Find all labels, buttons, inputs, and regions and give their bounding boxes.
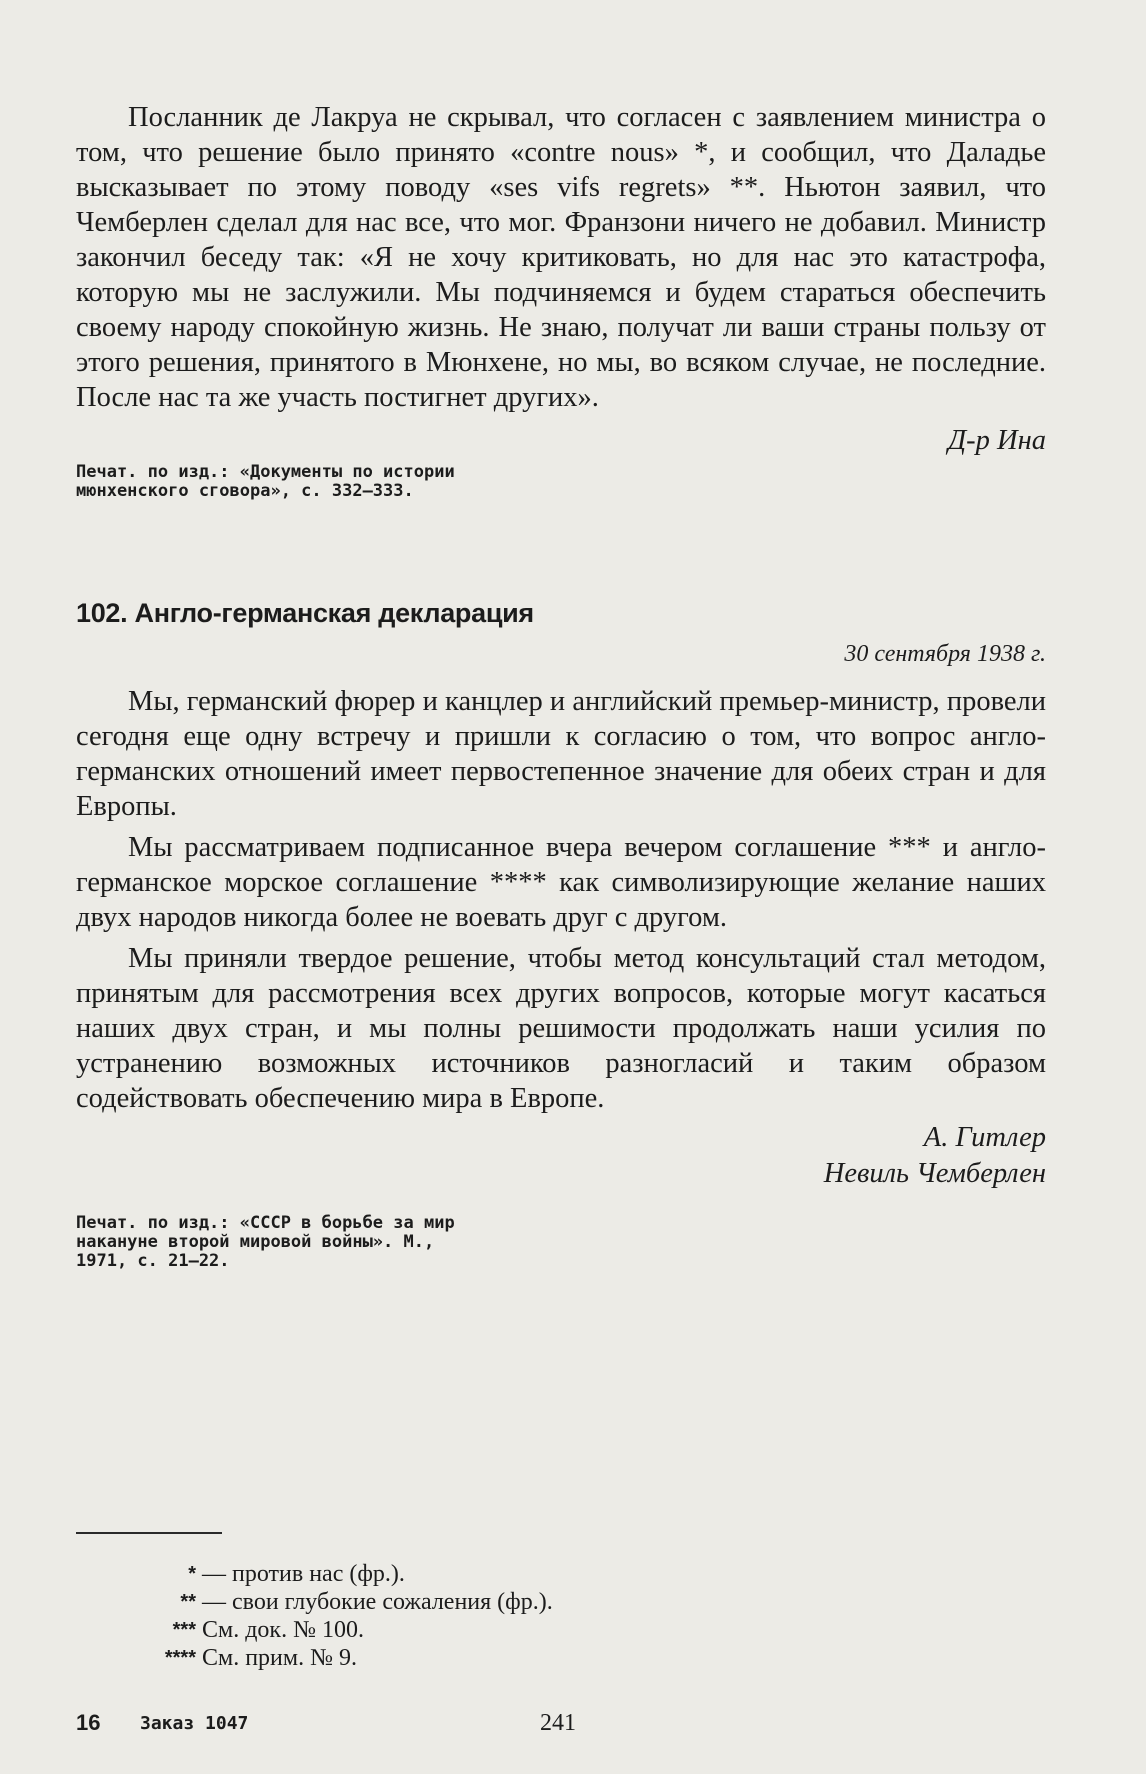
order-number: Заказ 1047 bbox=[140, 1713, 249, 1734]
page-footer bbox=[76, 1710, 1056, 1740]
footnote-divider bbox=[76, 1532, 222, 1534]
signature-chamberlain: Невиль Чемберлен bbox=[823, 1158, 1046, 1189]
body-paragraph: Мы, германский фюрер и канцлер и английский премьер-министр, провели сегодня еще одну встречу и пришли к согласию о том, что вопрос англо-германских отношений имеет первостепенное значение для обеих стран и для Европы. bbox=[76, 686, 1046, 822]
footnotes bbox=[76, 1560, 576, 1672]
page-number: 241 bbox=[540, 1710, 576, 1736]
source-line: накануне второй мировой войны». М., bbox=[76, 1232, 435, 1252]
declaration-section bbox=[76, 598, 1046, 1271]
footnote-text: — против нас (фр.). bbox=[202, 1561, 405, 1587]
source-line: мюнхенского сговора», с. 332—333. bbox=[76, 481, 414, 501]
footnote-mark: *** bbox=[172, 1619, 196, 1641]
footnote-mark: **** bbox=[164, 1647, 196, 1669]
footnote-mark: * bbox=[188, 1563, 196, 1585]
footnote-mark: ** bbox=[180, 1591, 196, 1613]
footnote bbox=[76, 1560, 576, 1588]
source-line: 1971, с. 21—22. bbox=[76, 1251, 230, 1271]
document-date: 30 сентября 1938 г. bbox=[844, 641, 1046, 667]
signature-ina: Д-р Ина bbox=[948, 425, 1046, 456]
source-line: Печат. по изд.: «СССР в борьбе за мир bbox=[76, 1213, 455, 1233]
footnote bbox=[76, 1644, 576, 1672]
body-paragraph: Мы приняли твердое решение, чтобы метод консультаций стал методом, принятым для рассмотрения всех других вопросов, которые могут касаться наших двух стран, и мы полны решимости продолжать наши усилия по устранению возможных источников разногласий и таким образом содействовать обеспечению мира в Европе. bbox=[76, 943, 1046, 1114]
footnote-text: См. прим. № 9. bbox=[202, 1645, 357, 1671]
body-paragraph: Посланник де Лакруа не скрывал, что согласен с заявлением министра о том, что решение было принято «contre nous» *, и сообщил, что Даладье высказывает по этому поводу «ses vifs regrets» **. Ньютон заявил, что Чемберлен сделал для нас все, что мог. Франзони ничего не добавил. Министр закончил беседу так: «Я не хочу критиковать, но для нас это катастрофа, которую мы не заслужили. Мы подчиняемся и будем стараться обеспечить своему народу спокойную жизнь. Не знаю, получат ли ваши страны пользу от этого решения, принятого в Мюнхене, но мы, во всяком случае, не последние. После нас та же участь постигнет других». bbox=[76, 102, 1046, 413]
signature-hitler: А. Гитлер bbox=[923, 1122, 1046, 1153]
footnote-text: См. док. № 100. bbox=[202, 1617, 364, 1643]
document-heading: 102. Англо-германская декларация bbox=[76, 598, 534, 628]
source-line: Печат. по изд.: «Документы по истории bbox=[76, 462, 455, 482]
footnote bbox=[76, 1616, 576, 1644]
footnote bbox=[76, 1588, 576, 1616]
footnote-text: — свои глубокие сожаления (фр.). bbox=[202, 1589, 553, 1615]
body-paragraph: Мы рассматриваем подписанное вчера вечером соглашение *** и англо-германское морское соглашение **** как символизирующие желание наших двух народов никогда более не воевать друг с другом. bbox=[76, 832, 1046, 933]
top-section bbox=[76, 100, 1046, 501]
signature-number: 16 bbox=[76, 1710, 101, 1735]
